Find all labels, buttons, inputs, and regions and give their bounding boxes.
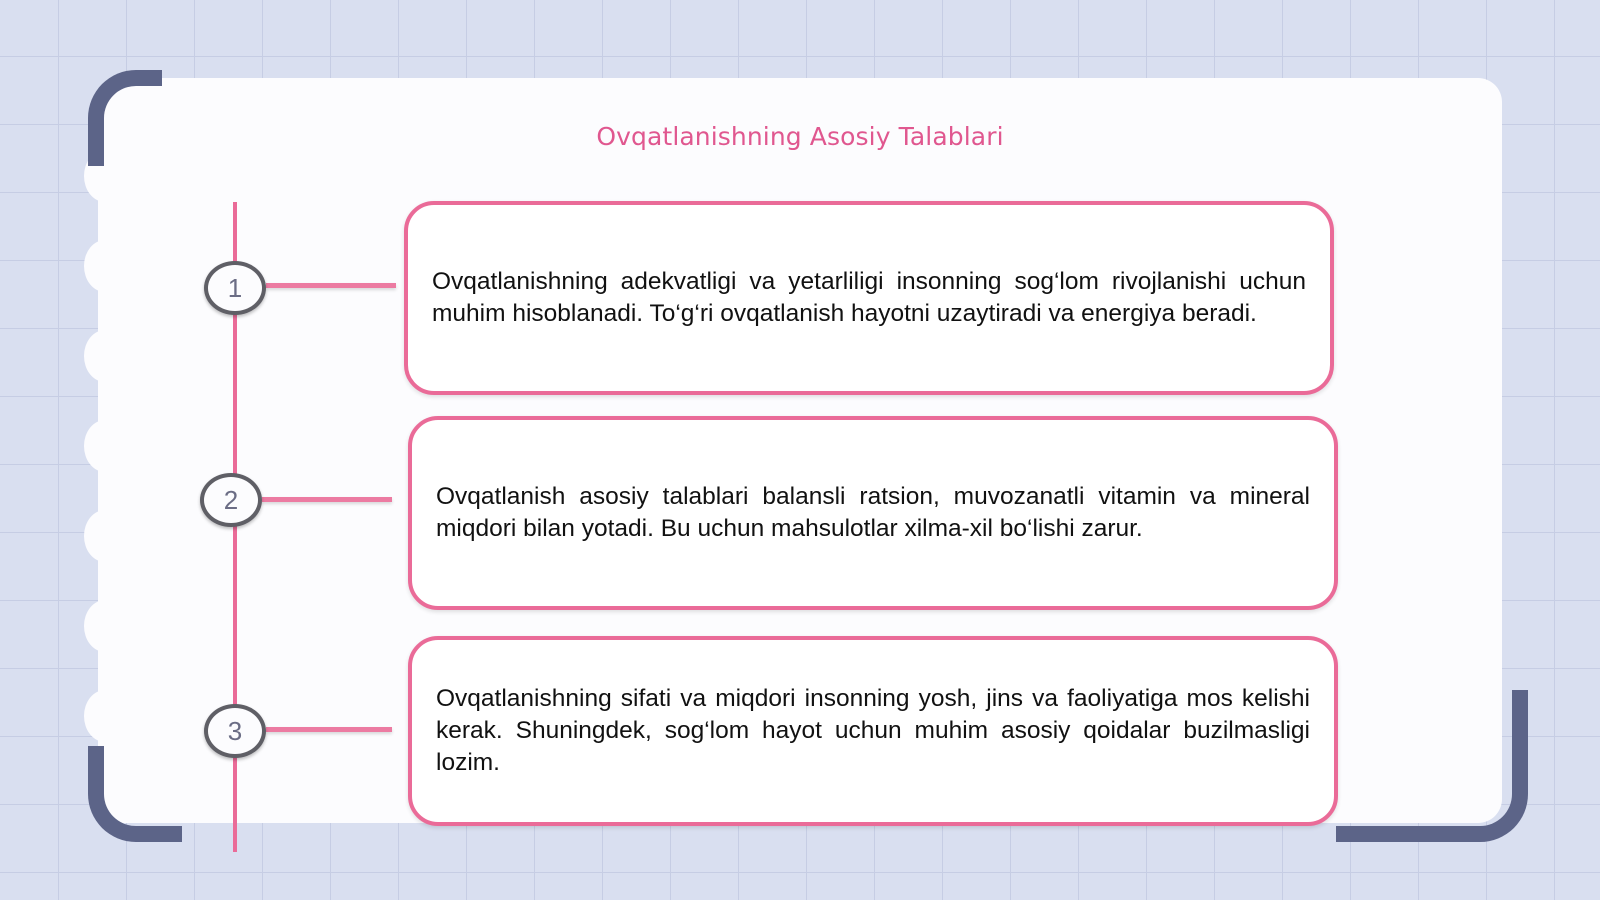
corner-bracket-bottom-left — [88, 746, 182, 842]
notebook-scallop — [84, 600, 126, 652]
notebook-scallop — [84, 420, 126, 472]
step-number-circle — [200, 473, 262, 527]
notebook-scallop — [84, 690, 126, 742]
corner-bracket-top-left — [88, 70, 162, 166]
notebook-scallop — [84, 510, 126, 562]
step-number-circle — [204, 704, 266, 758]
notebook-scallop — [84, 330, 126, 382]
step-number: 3 — [227, 715, 243, 746]
step-text: Ovqatlanishning sifati va miqdori insonning yosh, jins va faoliyatiga mos kelishi kerak. Shuningdek, sog‘lom hayot uchun muhim asosiy qoidalar buzilmasligi lozim. — [436, 685, 1310, 776]
step-text: Ovqatlanishning adekvatligi va yetarliligi insonning sog‘lom rivojlanishi uchun muhim hisoblanadi. To‘g‘ri ovqatlanish hayotni uzaytiradi va energiya beradi. — [432, 268, 1306, 327]
step-number: 1 — [227, 272, 243, 303]
step-text: Ovqatlanish asosiy talablari balansli ratsion, muvozanatli vitamin va mineral miqdori bilan yotadi. Bu uchun mahsulotlar xilma-xil bo‘lishi zarur. — [436, 483, 1310, 542]
step-number: 2 — [223, 484, 239, 515]
step-connector — [266, 727, 392, 732]
step-connector — [262, 497, 392, 502]
corner-bracket-bottom-right — [1336, 690, 1528, 842]
step-connector — [266, 283, 396, 288]
step-number-circle — [204, 261, 266, 315]
notebook-scallop — [84, 240, 126, 292]
step-box — [408, 416, 1338, 610]
step-box — [408, 636, 1338, 826]
slide-title: Ovqatlanishning Asosiy Talablari — [596, 122, 1004, 151]
step-box — [404, 201, 1334, 395]
